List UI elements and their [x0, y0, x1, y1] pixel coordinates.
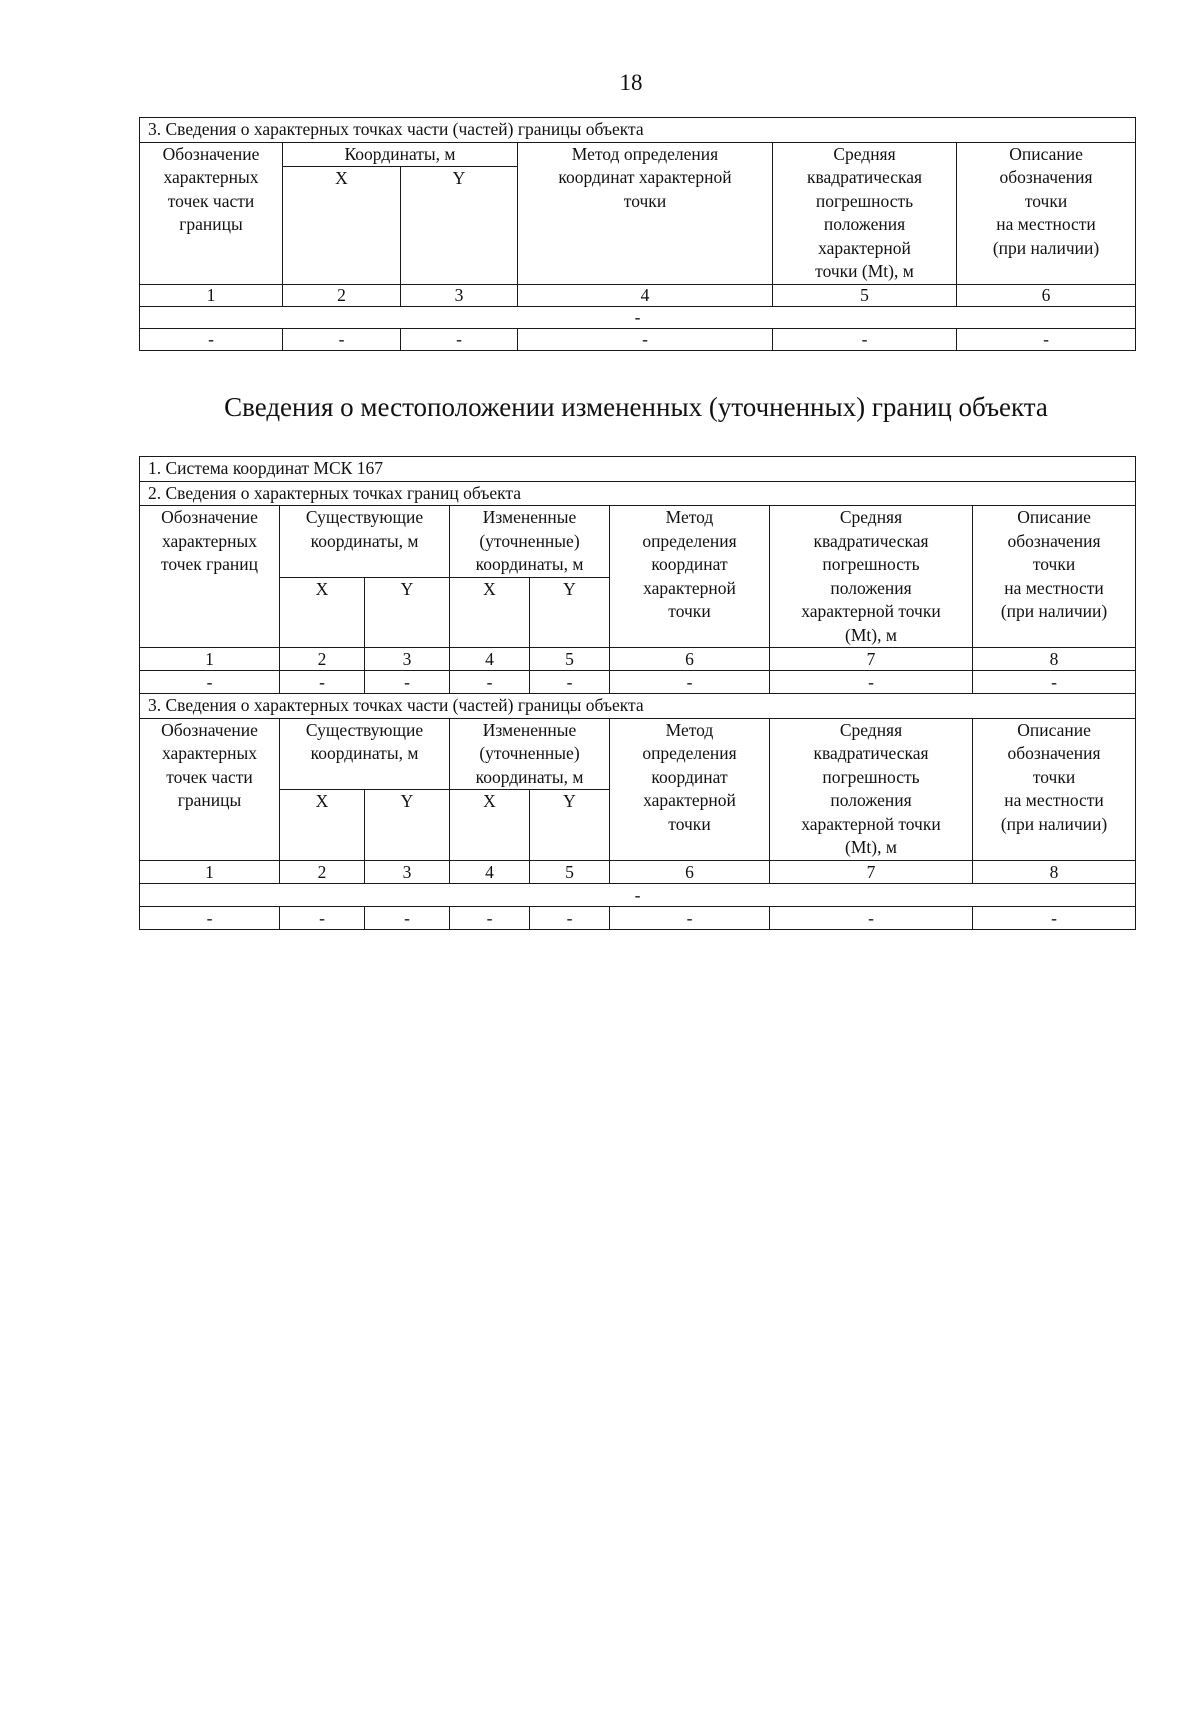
header-y: Y — [365, 577, 450, 647]
table-cell: - — [365, 671, 450, 694]
table-cell: - — [773, 328, 957, 350]
coordinate-system-caption: 1. Система координат МСК 167 — [140, 457, 1136, 482]
table-cell: - — [610, 906, 770, 929]
column-number: 6 — [957, 284, 1136, 306]
header-method: Метод определения координат характерной точки — [518, 142, 773, 284]
header-description: Описание обозначения точки на местности (при наличии) — [973, 718, 1136, 860]
column-number: 3 — [365, 860, 450, 883]
table-cell: - — [450, 671, 530, 694]
header-designation: Обозначение характерных точек части границы — [140, 718, 280, 860]
header-method: Метод определения координат характерной точки — [610, 506, 770, 648]
header-y: Y — [365, 790, 450, 860]
table-cell: - — [610, 671, 770, 694]
column-number: 2 — [280, 648, 365, 671]
parts-points-table — [139, 117, 1136, 351]
column-number: 6 — [610, 860, 770, 883]
column-number: 5 — [773, 284, 957, 306]
table-cell: - — [973, 671, 1136, 694]
table-cell: - — [140, 328, 283, 350]
column-number: 1 — [140, 284, 283, 306]
column-number: 3 — [401, 284, 518, 306]
header-existing-coordinates: Существующие координаты, м — [280, 506, 450, 578]
table-cell: - — [365, 906, 450, 929]
table-cell: - — [140, 906, 280, 929]
column-number: 8 — [973, 860, 1136, 883]
column-number: 1 — [140, 860, 280, 883]
part-row: - — [140, 883, 1136, 906]
table-caption: 3. Сведения о характерных точках части (частей) границы объекта — [140, 118, 1136, 143]
header-x: X — [283, 167, 401, 284]
section-title: Сведения о местоположении измененных (уточненных) границ объекта — [224, 392, 1048, 422]
column-number: 7 — [770, 648, 973, 671]
header-designation: Обозначение характерных точек части границы — [140, 142, 283, 284]
table-cell: - — [401, 328, 518, 350]
table-cell: - — [973, 906, 1136, 929]
column-number: 2 — [283, 284, 401, 306]
column-number: 4 — [450, 648, 530, 671]
table-cell: - — [280, 671, 365, 694]
header-x: X — [280, 790, 365, 860]
changed-boundaries-table — [139, 456, 1136, 930]
header-y: Y — [530, 577, 610, 647]
header-description: Описание обозначения точки на местности (при наличии) — [973, 506, 1136, 648]
header-description: Описание обозначения точки на местности (при наличии) — [957, 142, 1136, 284]
column-number: 7 — [770, 860, 973, 883]
column-number: 4 — [450, 860, 530, 883]
header-changed-coordinates: Измененные (уточненные) координаты, м — [450, 506, 610, 578]
header-x: X — [450, 790, 530, 860]
parts-points-caption: 3. Сведения о характерных точках части (частей) границы объекта — [140, 694, 1136, 719]
header-error: Средняя квадратическая погрешность положения характерной точки (Mt), м — [770, 718, 973, 860]
header-y: Y — [530, 790, 610, 860]
table-cell: - — [140, 671, 280, 694]
table-cell: - — [518, 328, 773, 350]
column-number: 6 — [610, 648, 770, 671]
column-number: 5 — [530, 860, 610, 883]
header-error: Средняя квадратическая погрешность положения характерной точки (Mt), м — [770, 506, 973, 648]
header-method: Метод определения координат характерной точки — [610, 718, 770, 860]
table-cell: - — [957, 328, 1136, 350]
column-number: 2 — [280, 860, 365, 883]
table-cell: - — [530, 906, 610, 929]
table-cell: - — [450, 906, 530, 929]
header-y: Y — [401, 167, 518, 284]
column-number: 8 — [973, 648, 1136, 671]
column-number: 3 — [365, 648, 450, 671]
table-cell: - — [530, 671, 610, 694]
table-cell: - — [770, 906, 973, 929]
table-cell: - — [283, 328, 401, 350]
header-designation: Обозначение характерных точек границ — [140, 506, 280, 648]
column-number: 5 — [530, 648, 610, 671]
table-cell: - — [770, 671, 973, 694]
header-existing-coordinates: Существующие координаты, м — [280, 718, 450, 790]
header-x: X — [450, 577, 530, 647]
boundary-points-caption: 2. Сведения о характерных точках границ объекта — [140, 481, 1136, 506]
header-x: X — [280, 577, 365, 647]
table-cell: - — [280, 906, 365, 929]
header-changed-coordinates: Измененные (уточненные) координаты, м — [450, 718, 610, 790]
column-number: 4 — [518, 284, 773, 306]
part-row: - — [140, 306, 1136, 328]
page-number: 18 — [619, 70, 643, 95]
column-number: 1 — [140, 648, 280, 671]
header-coordinates: Координаты, м — [283, 142, 518, 167]
header-error: Средняя квадратическая погрешность положения характерной точки (Mt), м — [773, 142, 957, 284]
